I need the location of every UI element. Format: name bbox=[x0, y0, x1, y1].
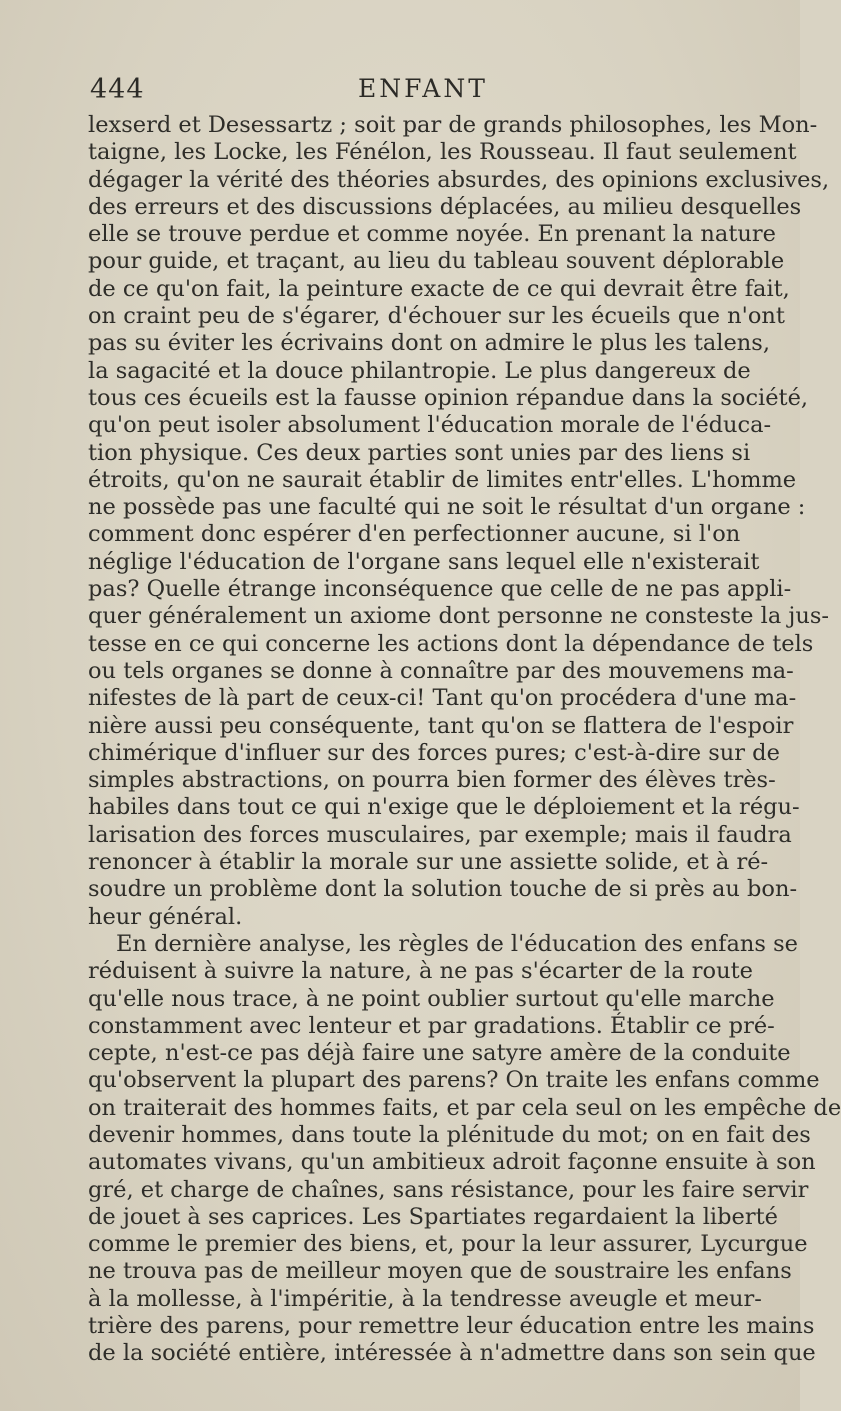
text-line: ou tels organes se donne à connaître par des mouvemens ma- bbox=[88, 657, 794, 684]
text-line: tous ces écueils est la fausse opinion répandue dans la société, bbox=[88, 384, 809, 411]
text-line: chimérique d'influer sur des forces pures; c'est-à-dire sur de bbox=[88, 739, 780, 766]
text-line: simples abstractions, on pourra bien former des élèves très- bbox=[88, 767, 776, 794]
text-line: soudre un problème dont la solution touche de si près au bon- bbox=[88, 876, 798, 903]
text-line: la sagacité et la douce philantropie. Le plus dangereux de bbox=[88, 357, 751, 384]
text-line: cepte, n'est-ce pas déjà faire une satyre amère de la conduite bbox=[88, 1040, 791, 1067]
text-line: devenir hommes, dans toute la plénitude du mot; on en fait des bbox=[88, 1121, 811, 1148]
body-text bbox=[88, 112, 841, 1368]
text-line: habiles dans tout ce qui n'exige que le déploiement et la régu- bbox=[88, 794, 800, 821]
text-line: constamment avec lenteur et par gradations. Établir ce pré- bbox=[88, 1012, 775, 1039]
text-line: comment donc espérer d'en perfectionner aucune, si l'on bbox=[88, 521, 741, 548]
text-line: de la société entière, intéressée à n'admettre dans son sein que bbox=[88, 1340, 816, 1367]
text-line: taigne, les Locke, les Fénélon, les Rousseau. Il faut seulement bbox=[88, 139, 797, 166]
running-title: ENFANT bbox=[358, 74, 488, 103]
text-line: gré, et charge de chaînes, sans résistance, pour les faire servir bbox=[88, 1176, 809, 1203]
text-line: qu'elle nous trace, à ne point oublier surtout qu'elle marche bbox=[88, 985, 775, 1012]
text-line: renoncer à établir la morale sur une assiette solide, et à ré- bbox=[88, 849, 769, 876]
text-line: tion physique. Ces deux parties sont unies par des liens si bbox=[88, 439, 751, 466]
text-line: ne trouva pas de meilleur moyen que de soustraire les enfans bbox=[88, 1258, 792, 1285]
text-line: dégager la vérité des théories absurdes, des opinions exclusives, bbox=[88, 166, 830, 193]
page-header bbox=[90, 74, 740, 114]
text-line: En dernière analyse, les règles de l'éducation des enfans se bbox=[116, 930, 798, 957]
paragraph bbox=[88, 112, 830, 931]
text-line: réduisent à suivre la nature, à ne pas s'écarter de la route bbox=[88, 958, 753, 985]
text-line: on traiterait des hommes faits, et par cela seul on les empêche de bbox=[88, 1094, 841, 1121]
text-line: néglige l'éducation de l'organe sans lequel elle n'existerait bbox=[88, 548, 760, 575]
text-line: de ce qu'on fait, la peinture exacte de ce qui devrait être fait, bbox=[88, 275, 790, 302]
text-line: trière des parens, pour remettre leur éducation entre les mains bbox=[88, 1313, 815, 1340]
text-line: nière aussi peu conséquente, tant qu'on se flattera de l'espoir bbox=[88, 712, 794, 739]
text-line: étroits, qu'on ne saurait établir de limites entr'elles. L'homme bbox=[88, 466, 797, 493]
text-line: nifestes de là part de ceux-ci! Tant qu'on procédera d'une ma- bbox=[88, 685, 797, 712]
text-line: pas su éviter les écrivains dont on admire le plus les talens, bbox=[88, 330, 770, 357]
text-line: pour guide, et traçant, au lieu du tableau souvent déplorable bbox=[88, 248, 785, 275]
text-line: larisation des forces musculaires, par exemple; mais il faudra bbox=[88, 821, 792, 848]
paragraph bbox=[88, 930, 841, 1368]
text-line: lexserd et Desessartz ; soit par de grands philosophes, les Mon- bbox=[88, 112, 818, 138]
text-line: à la mollesse, à l'impéritie, à la tendresse aveugle et meur- bbox=[88, 1285, 762, 1312]
text-line: qu'on peut isoler absolument l'éducation morale de l'éduca- bbox=[88, 412, 772, 439]
page-number: 444 bbox=[90, 74, 145, 105]
text-line: automates vivans, qu'un ambitieux adroit façonne ensuite à son bbox=[88, 1149, 816, 1176]
text-line: heur général. bbox=[88, 903, 243, 930]
text-line: des erreurs et des discussions déplacées, au milieu desquelles bbox=[88, 193, 802, 220]
text-line: comme le premier des biens, et, pour la leur assurer, Lycurgue bbox=[88, 1231, 808, 1258]
text-line: pas? Quelle étrange inconséquence que celle de ne pas appli- bbox=[88, 576, 792, 603]
text-line: quer généralement un axiome dont personne ne consteste la jus- bbox=[88, 603, 830, 630]
text-line: on craint peu de s'égarer, d'échouer sur les écueils que n'ont bbox=[88, 303, 785, 330]
text-line: tesse en ce qui concerne les actions dont la dépendance de tels bbox=[88, 630, 814, 657]
text-line: de jouet à ses caprices. Les Spartiates regardaient la liberté bbox=[88, 1203, 778, 1230]
text-line: elle se trouve perdue et comme noyée. En prenant la nature bbox=[88, 221, 776, 248]
text-line: qu'observent la plupart des parens? On traite les enfans comme bbox=[88, 1067, 820, 1094]
text-line: ne possède pas une faculté qui ne soit le résultat d'un organe : bbox=[88, 494, 806, 521]
